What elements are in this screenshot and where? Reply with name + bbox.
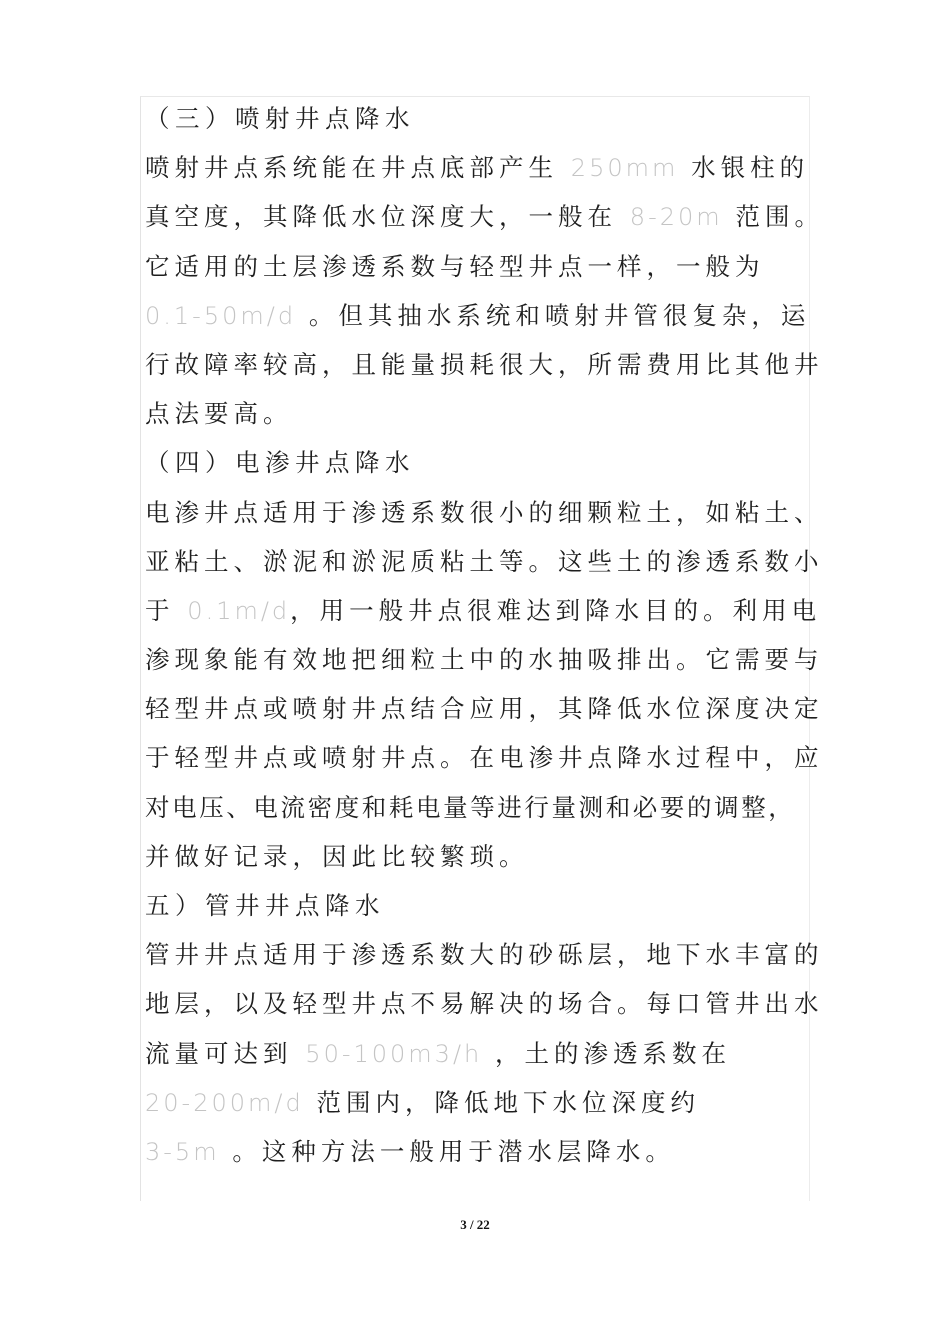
numeric-value: 8-20m xyxy=(629,203,723,232)
paragraph-line xyxy=(145,684,824,733)
paragraph-line xyxy=(145,1078,810,1127)
text-segment: 。这种方法一般用于潜水层降水。 xyxy=(219,1136,675,1166)
paragraph-line xyxy=(145,635,824,684)
text-segment: 真空度，其降低水位深度大，一般在 xyxy=(145,202,630,232)
paragraph-line xyxy=(145,291,810,340)
text-segment: 五）管井井点降水 xyxy=(145,891,385,920)
numeric-value: 250mm xyxy=(570,154,679,183)
numeric-value: 20-200m/d xyxy=(145,1088,304,1117)
text-segment: 点法要高。 xyxy=(145,399,293,429)
text-segment: 亚粘土、淤泥和淤泥质粘土等。这些土的渗透系数小 xyxy=(145,546,824,576)
numeric-value: 0.1-50m/d xyxy=(145,301,297,330)
heading-tube-well-wellpoint xyxy=(145,881,810,930)
text-segment: 并做好记录，因此比较繁琐。 xyxy=(145,841,529,871)
paragraph-line xyxy=(145,242,810,291)
text-segment: ，用一般井点很难达到降水目的。利用电 xyxy=(290,595,822,625)
numeric-value: 3-5m xyxy=(145,1137,220,1166)
paragraph-line xyxy=(145,832,810,881)
heading-jet-wellpoint xyxy=(145,94,810,143)
paragraph-line xyxy=(145,389,810,438)
numeric-value: 0.1m/d xyxy=(187,596,291,625)
paragraph-line xyxy=(145,537,824,586)
paragraph-line xyxy=(145,930,824,979)
paragraph-line xyxy=(145,783,810,832)
text-segment: 范围。 xyxy=(722,202,824,232)
paragraph-line xyxy=(145,143,810,192)
text-segment: 管井井点适用于渗透系数大的砂砾层，地下水丰富的 xyxy=(145,940,824,970)
text-segment: 于轻型井点或喷射井点。在电渗井点降水过程中，应 xyxy=(145,743,824,773)
text-segment: 对电压、电流密度和耗电量等进行量测和必要的调整， xyxy=(145,792,796,822)
text-segment: 范围内，降低地下水位深度约 xyxy=(303,1087,701,1117)
text-segment: （三）喷射井点降水 xyxy=(145,104,415,133)
numeric-value: 50-100m3/h xyxy=(305,1039,483,1068)
text-segment: 它适用的土层渗透系数与轻型井点一样，一般为 xyxy=(145,251,765,281)
paragraph-line xyxy=(145,586,822,635)
paragraph-line xyxy=(145,1127,810,1176)
page-number: 3 / 22 xyxy=(460,1217,490,1232)
heading-electro-osmotic-wellpoint xyxy=(145,438,810,487)
text-segment: 。但其抽水系统和喷射井管很复杂，运 xyxy=(296,300,811,330)
text-segment: 水银柱的 xyxy=(678,153,810,183)
paragraph-line xyxy=(145,488,824,537)
text-segment: 轻型井点或喷射井点结合应用，其降低水位深度决定 xyxy=(145,694,824,724)
paragraph-line xyxy=(145,340,824,389)
text-segment: 电渗井点适用于渗透系数很小的细颗粒土，如粘土、 xyxy=(145,497,824,527)
text-segment: 渗现象能有效地把细粒土中的水抽吸排出。它需要与 xyxy=(145,645,824,675)
paragraph-line xyxy=(145,192,824,241)
paragraph-line xyxy=(145,979,824,1028)
text-segment: （四）电渗井点降水 xyxy=(145,448,415,478)
text-segment: 流量可达到 xyxy=(145,1038,306,1068)
text-segment: 喷射井点系统能在井点底部产生 xyxy=(145,153,571,183)
text-segment: 行故障率较高，且能量损耗很大，所需费用比其他井 xyxy=(145,349,824,379)
paragraph-line xyxy=(145,1029,810,1078)
text-segment: 于 xyxy=(145,595,188,625)
paragraph-line xyxy=(145,733,824,782)
text-segment: ，土的渗透系数在 xyxy=(482,1038,732,1068)
document-body xyxy=(145,94,824,1176)
text-segment: 地层，以及轻型井点不易解决的场合。每口管井出水 xyxy=(145,989,824,1019)
